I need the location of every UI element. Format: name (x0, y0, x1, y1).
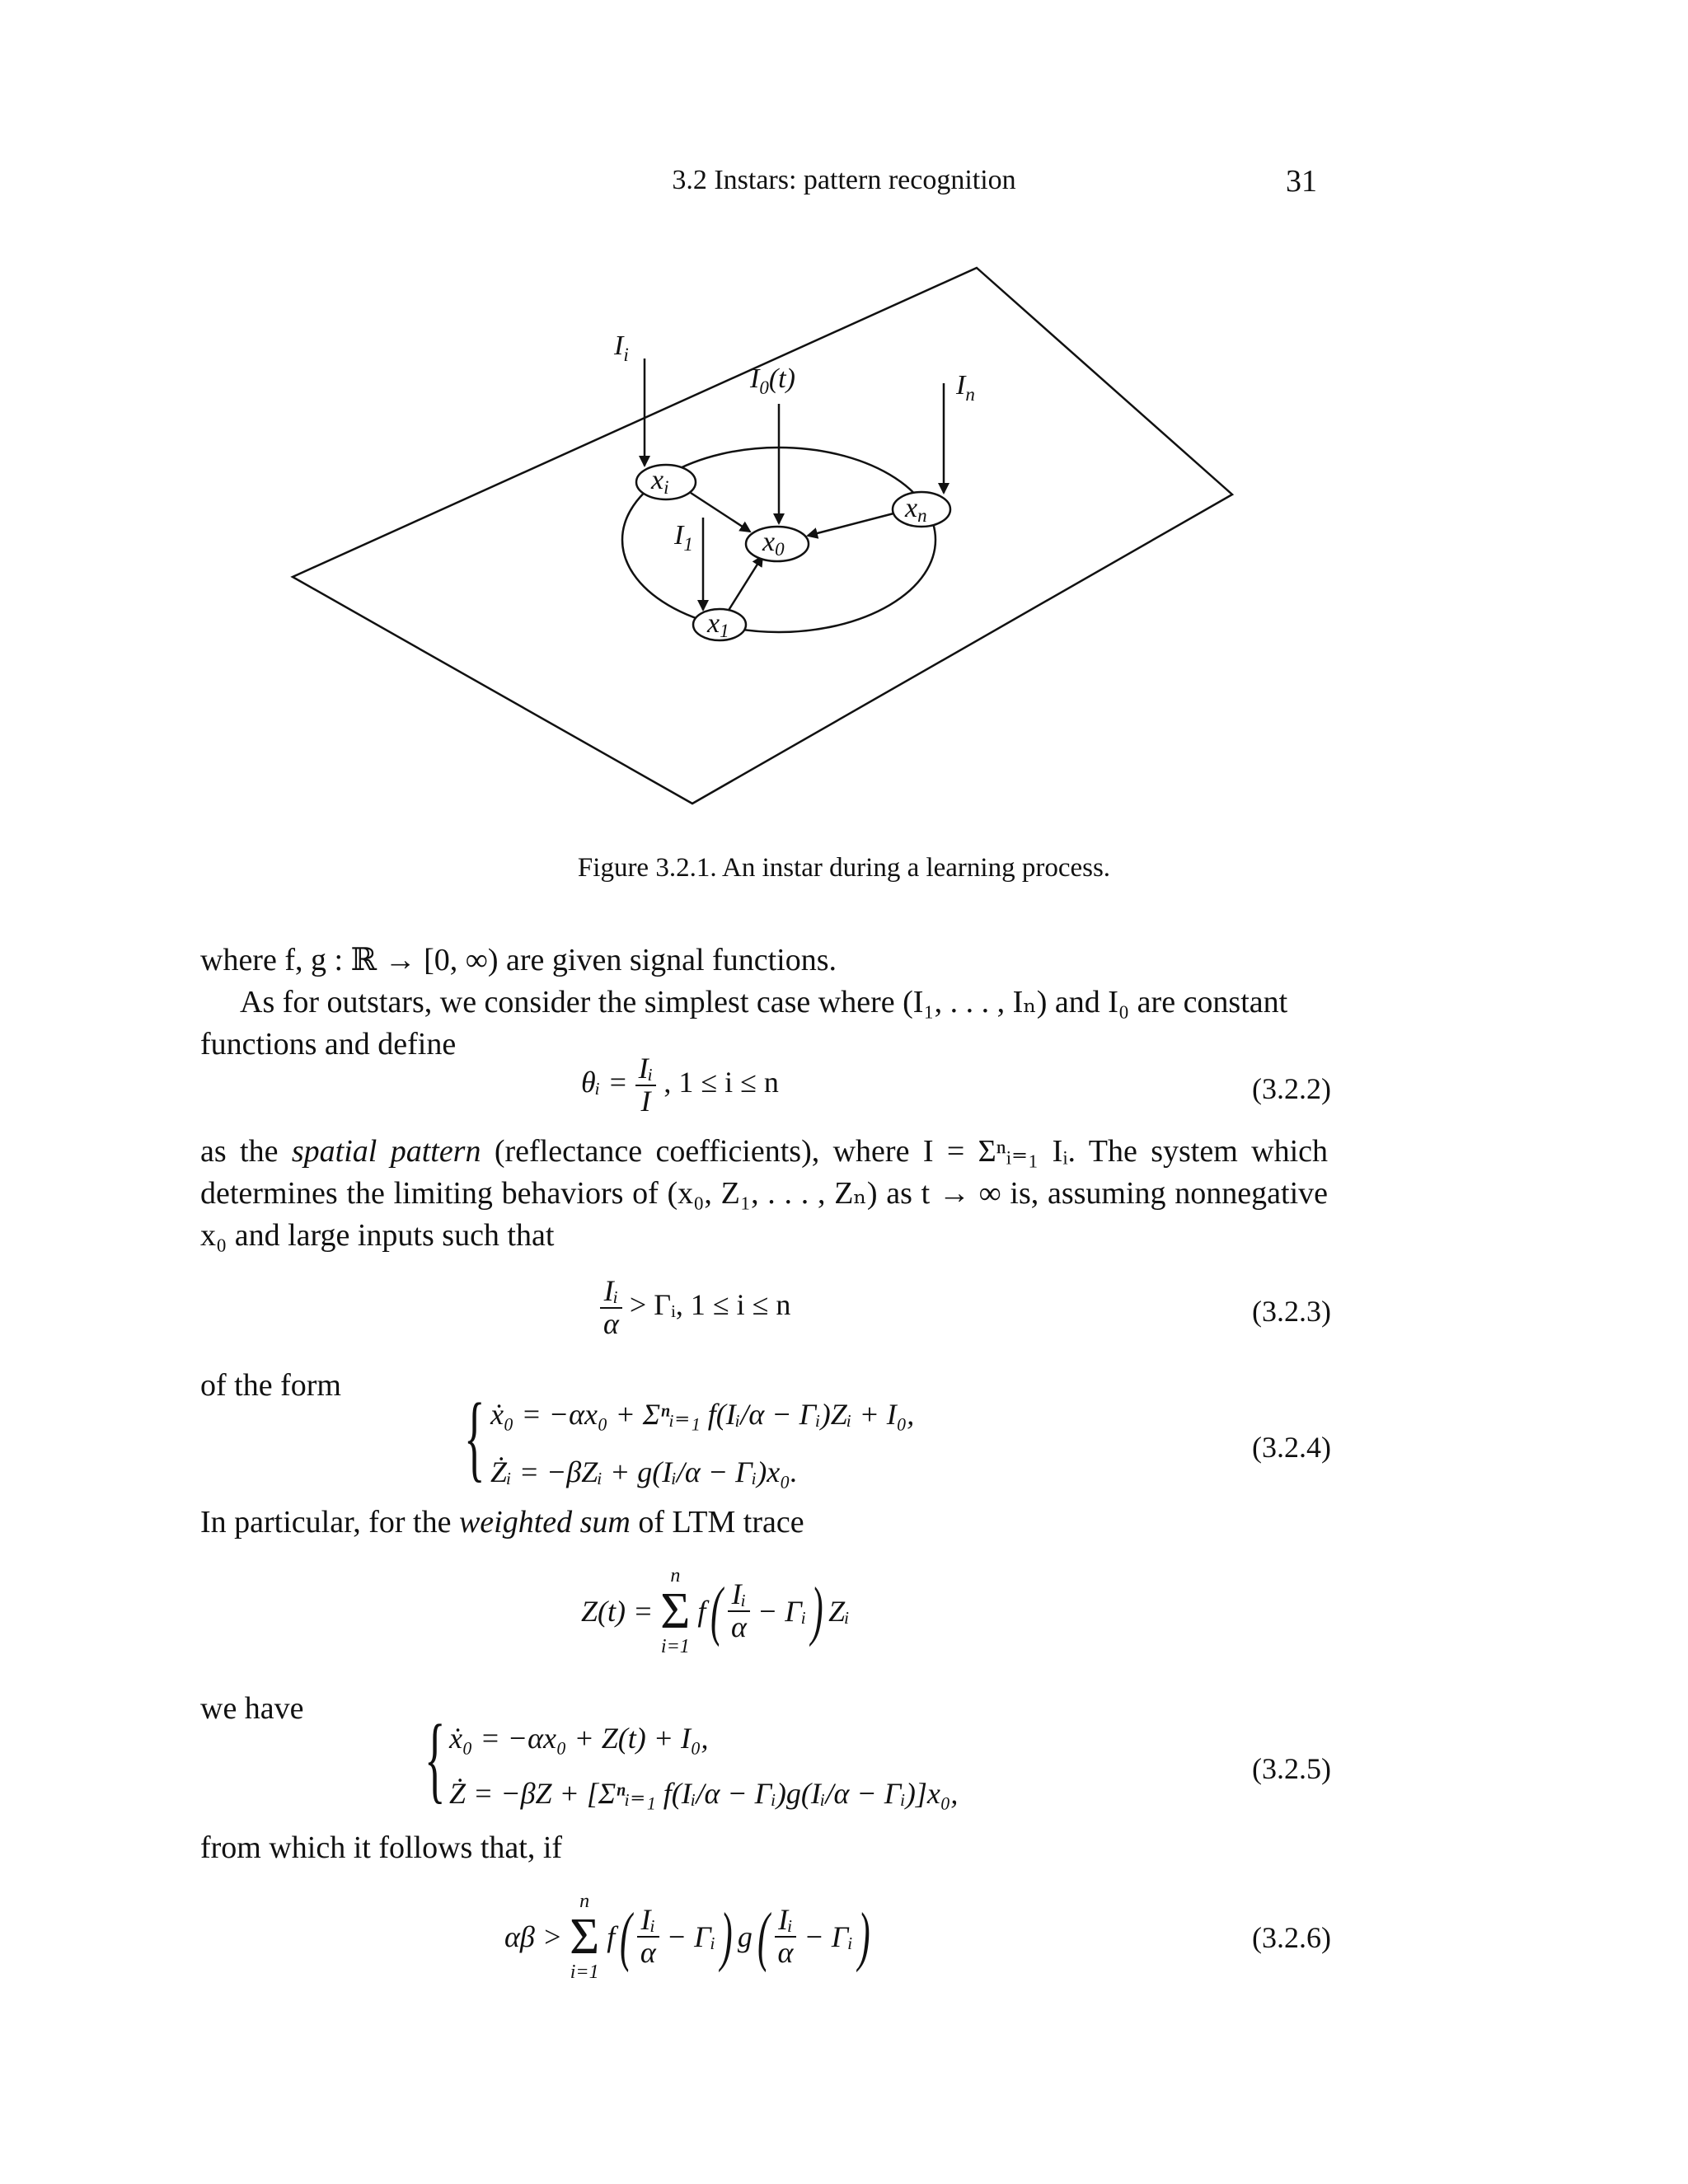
equation-number: (3.2.2) (1252, 1072, 1331, 1105)
sum-symbol: n Σ i=1 (660, 1565, 691, 1657)
label-x-n: xn (905, 493, 927, 526)
label-I-0: $I_0(t)$ (750, 363, 795, 398)
text-spatial-pattern: as the spatial pattern (reflectance coefficients), where I = Σⁿᵢ₌₁ Iᵢ. The system which determines the limiting behaviors of (x₀, Z₁, . . . , Zₙ) as t → ∞ is, assuming nonnegative x₀ and large inputs such that (200, 1134, 1329, 1253)
edge-x1-x0 (728, 556, 762, 612)
text-we-have: we have (200, 1691, 304, 1726)
eq-rhs: > Γᵢ, 1 ≤ i ≤ n (629, 1288, 791, 1322)
label-x-i: xi (651, 465, 669, 498)
label-x-1: x1 (707, 608, 729, 641)
eq-fraction: $\frac{\text{Iᵢ}}{\alpha}$ (600, 1276, 622, 1340)
equation-3-2-4-line1: ẋ₀ = −αx₀ + Σⁿᵢ₌₁ f(Iᵢ/α − Γᵢ)Zᵢ + I₀, (490, 1398, 915, 1431)
page-number: 31 (1286, 164, 1317, 199)
figure-caption: Figure 3.2.1. An instar during a learning process. (577, 853, 1111, 883)
eq-lhs: θᵢ = (581, 1066, 628, 1099)
label-x-0: x0 (762, 527, 785, 560)
equation-3-2-5-line1: ẋ₀ = −αx₀ + Z(t) + I₀, (449, 1722, 709, 1755)
eq-condition: , 1 ≤ i ≤ n (663, 1066, 779, 1099)
eq-fraction: $\frac{\text{Iᵢ}}{I}$ (635, 1053, 657, 1118)
equation-3-2-4-line2: Żᵢ = −βZᵢ + g(Iᵢ/α − Γᵢ)x₀. (490, 1455, 798, 1488)
label-I-1: $I_1$ (674, 520, 693, 555)
left-brace: { (464, 1383, 485, 1491)
text-from-which: from which it follows that, if (200, 1830, 563, 1865)
label-I-n: $I_n$ (956, 370, 975, 405)
label-I-i: $I_i$ (614, 330, 629, 365)
text-weighted-sum: In particular, for the weighted sum of LTM trace (200, 1505, 804, 1540)
equation-Z-definition: Z(t) = n Σ i=1 f( $\frac{\text{Iᵢ}}{\alpha}$ − Γᵢ) Zᵢ (581, 1565, 850, 1657)
equation-number: (3.2.4) (1252, 1431, 1331, 1464)
text-simplest-case: As for outstars, we consider the simplest case where (I₁, . . . , Iₙ) and I₀ are constant functions and define (200, 985, 1288, 1062)
edge-xi-x0 (691, 493, 750, 532)
running-header: 3.2 Instars: pattern recognition (672, 165, 1016, 195)
instar-figure (0, 0, 1688, 832)
text-signal-functions: where f, g : ℝ → [0, ∞) are given signal functions. (200, 943, 837, 977)
equation-3-2-5-line2: Ż = −βZ + [Σⁿᵢ₌₁ f(Iᵢ/α − Γᵢ)g(Iᵢ/α − Γᵢ)]x₀, (449, 1777, 959, 1810)
equation-number: (3.2.5) (1252, 1752, 1331, 1785)
equation-number: (3.2.3) (1252, 1295, 1331, 1328)
left-brace: { (424, 1704, 446, 1812)
sum-symbol: n Σ i=1 (570, 1891, 600, 1983)
equation-3-2-2 (581, 1053, 779, 1118)
edge-xn-x0 (808, 513, 897, 536)
text-of-the-form: of the form (200, 1368, 341, 1403)
equation-3-2-3 (600, 1276, 790, 1340)
equation-3-2-6: αβ > n Σ i=1 f( $\frac{\text{Iᵢ}}{\alpha}$ − Γᵢ) g( $\frac{\text{Iᵢ}}{\alpha}$ − Γᵢ) (504, 1891, 870, 1983)
equation-number: (3.2.6) (1252, 1921, 1331, 1954)
